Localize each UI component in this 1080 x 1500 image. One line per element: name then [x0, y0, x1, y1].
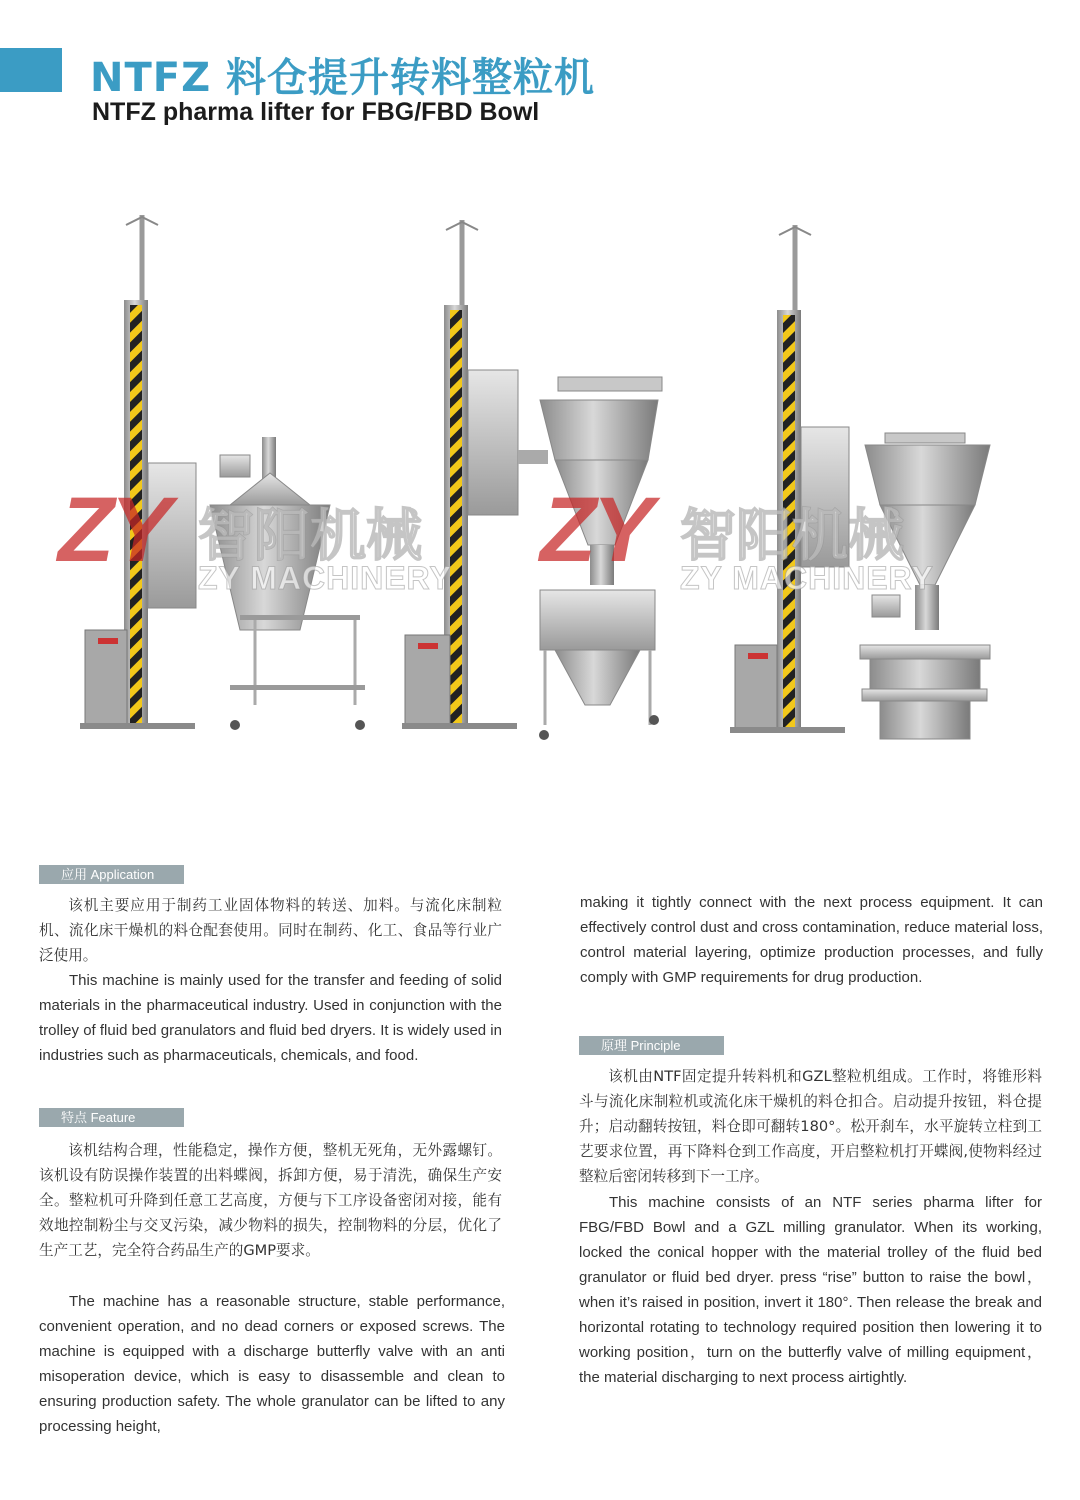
- watermark-logo-1: ZY: [58, 479, 168, 581]
- feature-text-cn: 该机结构合理，性能稳定，操作方便，整机无死角，无外露螺钉。该机设有防误操作装置的出料蝶阀，拆卸方便，易于清洗，确保生产安全。整粒机可升降到任意工艺高度，方便与下工序设备密闭对接，能有效地控制粉尘与交叉污染，减少物料的损失，控制物料的分层，优化了生产工艺，完全符合药品生产的GMP要求。: [39, 1142, 502, 1259]
- watermark-name-cn-2: 智阳机械: [680, 504, 904, 567]
- watermark-name-en-2: ZY MACHINERY: [680, 560, 934, 596]
- title-accent-bar: [0, 48, 62, 92]
- watermark-logo-2: ZY: [540, 479, 650, 581]
- lifter-machine-2: [402, 220, 662, 740]
- page-title-en: NTFZ pharma lifter for FBG/FBD Bowl: [92, 98, 540, 126]
- feature-text-en: The machine has a reasonable structure, stable performance, convenient operation, and no dead corners or exposed screws. The machine is equipped with a discharge butterfly valve with an anti misoperation device, which is easy to disassemble and clean to ensuring production safety. The whole granulator can be lifted to any processing height,: [39, 1293, 505, 1435]
- product-illustration: [30, 205, 1050, 765]
- principle-text-cn: 该机由NTF固定提升转料机和GZL整粒机组成。工作时，将锥形料斗与流化床制粒机或流化床干燥机的料仓扣合。启动提升按钮，料仓提升；启动翻转按钮，料仓即可翻转180°。松开刹车，水平旋转立柱到工艺要求位置，再下降料仓到工作高度，开启整粒机打开蝶阀,使物料经过整粒后密闭转移到下一工序。: [579, 1068, 1042, 1185]
- application-text-en: This machine is mainly used for the transfer and feeding of solid materials in the pharmaceutical industry. Used in conjunction with the trolley of fluid bed granulators and fluid bed dryers. It is widely used in industries such as pharmaceuticals, chemicals, and food.: [39, 972, 502, 1064]
- lifter-machine-3: [730, 225, 990, 739]
- lifter-machine-1: [80, 215, 365, 730]
- principle-text-en: This machine consists of an NTF series pharma lifter for FBG/FBD Bowl and a GZL milling granulator. When its working, locked the conical hopper with the material trolley of the fluid bed granulator or fluid bed dryer. press “rise” button to raise the bowl，when it’s raised in position, invert it 180°. Then release the break and horizontal rotating to technology required position then lowering it to working position，turn on the butterfly valve of milling equipment，the material discharging to next process airtightly.: [579, 1194, 1042, 1386]
- application-text-cn: 该机主要应用于制药工业固体物料的转送、加料。与流化床制粒机、流化床干燥机的料仓配套使用。同时在制药、化工、食品等行业广泛使用。: [39, 897, 502, 964]
- section-label-principle: 原理 Principle: [579, 1036, 724, 1055]
- page-title-cn: NTFZ 料仓提升转料整粒机: [90, 55, 596, 101]
- section-label-feature: 特点 Feature: [39, 1108, 184, 1127]
- watermark-name-en-1: ZY MACHINERY: [198, 560, 452, 596]
- watermark-name-cn-1: 智阳机械: [198, 504, 422, 567]
- section-label-application: 应用 Application: [39, 865, 184, 884]
- feature-text-en-continued: making it tightly connect with the next process equipment. It can effectively control dust and cross contamination, reduce material loss, control material layering, optimize production processes, and fully comply with GMP requirements for drug production.: [580, 894, 1043, 986]
